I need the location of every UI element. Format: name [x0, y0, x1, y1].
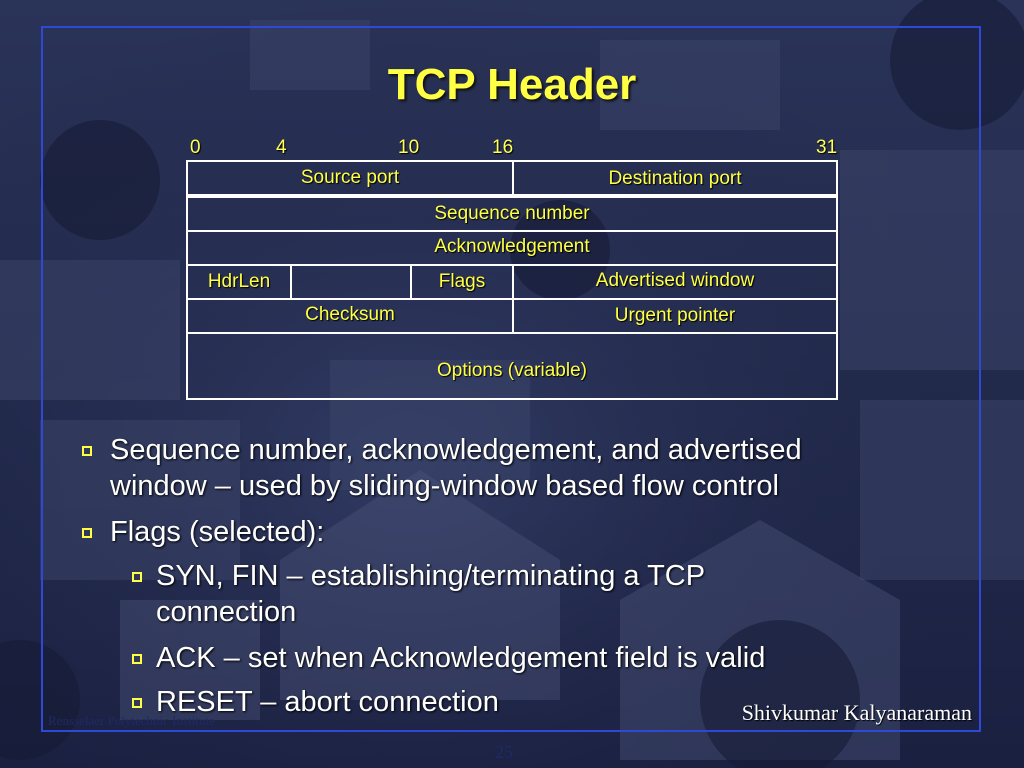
field-sequence-number: Sequence number: [186, 196, 838, 232]
bit-label-16: 16: [492, 137, 514, 158]
header-row-options: [186, 332, 838, 400]
bit-label-4: 4: [276, 137, 287, 158]
header-row-checksum: [186, 298, 838, 334]
sub-bullet-item: [156, 640, 765, 676]
sub-bullet-square-icon: [132, 698, 142, 708]
field-destination-port: Destination port: [512, 160, 838, 196]
header-row-ports: [186, 160, 838, 196]
bullet-square-icon: [82, 528, 92, 538]
field-urgent-pointer: Urgent pointer: [512, 298, 838, 334]
header-row-sequence: [186, 196, 838, 232]
bullet-line: connection: [156, 596, 297, 628]
bullet-line: SYN, FIN – establishing/terminating a TCP: [156, 560, 706, 592]
bullet-line: window – used by sliding-window based flow control: [110, 470, 779, 502]
bullet-item: [110, 432, 802, 504]
footer-institute: Rensselaer Polytechnic Institute: [48, 713, 215, 728]
bullet-item: [110, 514, 324, 550]
bullet-line: RESET – abort connection: [156, 686, 499, 718]
bit-label-31: 31: [816, 137, 838, 158]
field-options: Options (variable): [186, 332, 838, 400]
bullet-line: Sequence number, acknowledgement, and advertised: [110, 434, 802, 466]
field-source-port: Source port: [186, 160, 514, 196]
bullet-square-icon: [82, 446, 92, 456]
header-row-acknowledgement: [186, 230, 838, 266]
field-reserved: [290, 264, 412, 300]
field-acknowledgement: Acknowledgement: [186, 230, 838, 266]
field-checksum: Checksum: [186, 298, 514, 334]
field-hdrlen: HdrLen: [186, 264, 292, 300]
bullet-line: Flags (selected):: [110, 516, 325, 548]
field-advertised-window: Advertised window: [512, 264, 838, 300]
field-flags: Flags: [410, 264, 514, 300]
bit-label-10: 10: [398, 137, 420, 158]
slide-number: 25: [495, 742, 513, 762]
sub-bullet-square-icon: [132, 654, 142, 664]
slide-title: TCP Header: [387, 60, 637, 109]
bit-label-0: 0: [190, 137, 201, 158]
header-row-control: [186, 264, 838, 300]
footer-author: Shivkumar Kalyanaraman: [741, 700, 972, 725]
bullet-line: ACK – set when Acknowledgement field is valid: [156, 642, 766, 674]
sub-bullet-item: [156, 558, 705, 630]
sub-bullet-square-icon: [132, 572, 142, 582]
